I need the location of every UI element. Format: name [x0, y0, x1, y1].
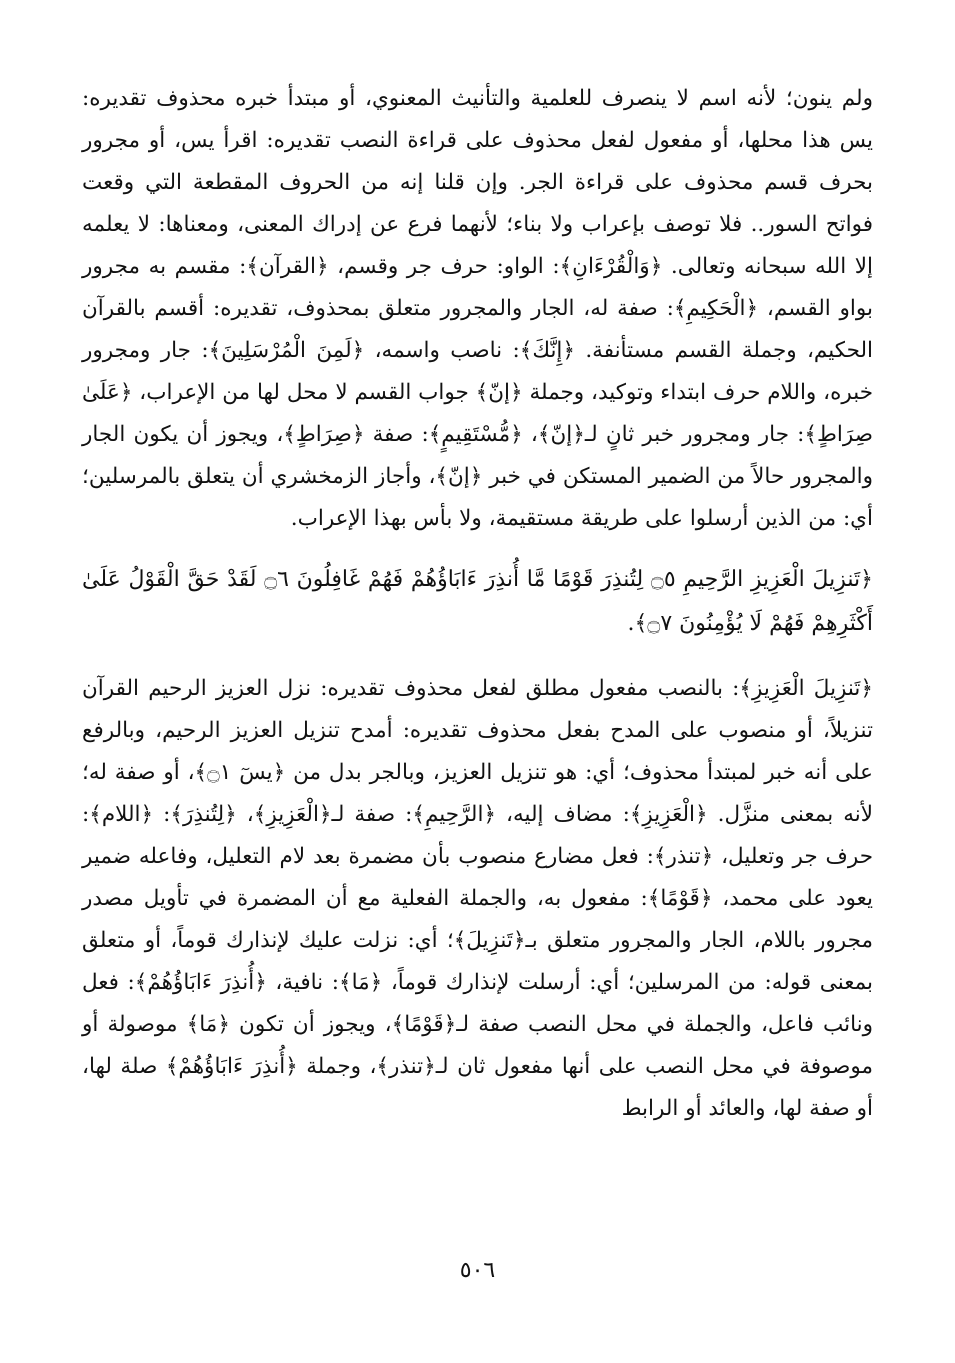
quran-verse-block: ﴿تَنزِيلَ الْعَزِيزِ الرَّحِيمِ ۝٥ لِتُنذِرَ قَوْمًا مَّا أُنذِرَ ءَابَاؤُهُمْ فَهُمْ غَافِلُونَ ۝٦ لَقَدْ حَقَّ الْقَوْلُ عَلَىٰ أَكْثَرِهِمْ فَهُمْ لَا يُؤْمِنُونَ ۝٧﴾.: [82, 567, 874, 636]
page-number: ٥٠٦: [459, 1258, 496, 1283]
page-body: [82, 78, 873, 1130]
commentary-paragraph-1: ولم ينون؛ لأنه اسم لا ينصرف للعلمية والتأنيث المعنوي، أو مبتدأ خبره محذوف تقديره: يس هذا محلها، أو مفعول لفعل محذوف على قراءة النصب تقديره: اقرأ يس، أو مجرور بحرف قسم محذوف على قراءة الجر. وإن قلنا إنه من الحروف المقطعة التي وقعت فواتح السور.. فلا توصف بإعراب ولا بناء؛ لأنهما فرع عن إدراك المعنى، ومعناها: لا يعلمه إلا الله سبحانه وتعالى. ﴿وَالْقُرْءَانِ﴾: الواو: حرف جر وقسم، ﴿القرآن﴾: مقسم به مجرور بواو القسم، ﴿الْحَكِيمِ﴾: صفة له، الجار والمجرور متعلق بمحذوف، تقديره: أقسم بالقرآن الحكيم، وجملة القسم مستأنفة. ﴿إِنَّكَ﴾: ناصب واسمه، ﴿لَمِنَ الْمُرْسَلِينَ﴾: جار ومجرور خبره، واللام حرف ابتداء وتوكيد، وجملة ﴿إنّ﴾ جواب القسم لا محل لها من الإعراب، ﴿عَلَىٰ صِرَاطٍ﴾: جار ومجرور خبر ثانٍ لـ﴿إنّ﴾، ﴿مُّسْتَقِيمٍ﴾: صفة ﴿صِرَاطٍ﴾، ويجوز أن يكون الجار والمجرور حالاً من الضمير المستكن في خبر ﴿إنّ﴾، وأجاز الزمخشري أن يتعلق بالمرسلين؛ أي: من الذين أرسلوا على طريقة مستقيمة، ولا بأس بهذا الإعراب.: [82, 86, 873, 531]
commentary-paragraph-2: ﴿تَنزِيلَ الْعَزِيزِ﴾: بالنصب مفعول مطلق لفعل محذوف تقديره: نزل العزيز الرحيم القرآن تنزيلاً، أو منصوب على المدح بفعل محذوف تقديره: أمدح تنزيل العزيز الرحيم، وبالرفع على أنه خبر لمبتدأ محذوف؛ أي: هو تنزيل العزيز، وبالجر بدل من ﴿يسٓ ۝١﴾، أو صفة له؛ لأنه بمعنى منزَّل. ﴿الْعَزِيزِ﴾: مضاف إليه، ﴿الرَّحِيمِ﴾: صفة لـ﴿الْعَزِيزِ﴾، ﴿لِتُنذِرَ﴾: ﴿اللام﴾: حرف جر وتعليل، ﴿تنذر﴾: فعل مضارع منصوب بأن مضمرة بعد لام التعليل، وفاعله ضمير يعود على محمد، ﴿قَوْمًا﴾: مفعول به، والجملة الفعلية مع أن المضمرة في تأويل مصدر مجرور باللام، الجار والمجرور متعلق بـ﴿تَنزِيلَ﴾؛ أي: نزلت عليك لإنذارك قوماً، أو متعلق بمعنى قوله: من المرسلين؛ أي: أرسلت لإنذارك قوماً، ﴿مَا﴾: نافية، ﴿أُنذِرَ ءَابَاؤُهُمْ﴾: فعل ونائب فاعل، والجملة في محل النصب صفة لـ﴿قَوْمًا﴾، ويجوز أن تكون ﴿مَا﴾ موصولة أو موصوفة في محل النصب على أنها مفعول ثان لـ﴿تنذر﴾، وجملة ﴿أُنذِرَ ءَابَاؤُهُمْ﴾ صلة لها، أو صفة لها، والعائد أو الرابط: [82, 676, 873, 1121]
